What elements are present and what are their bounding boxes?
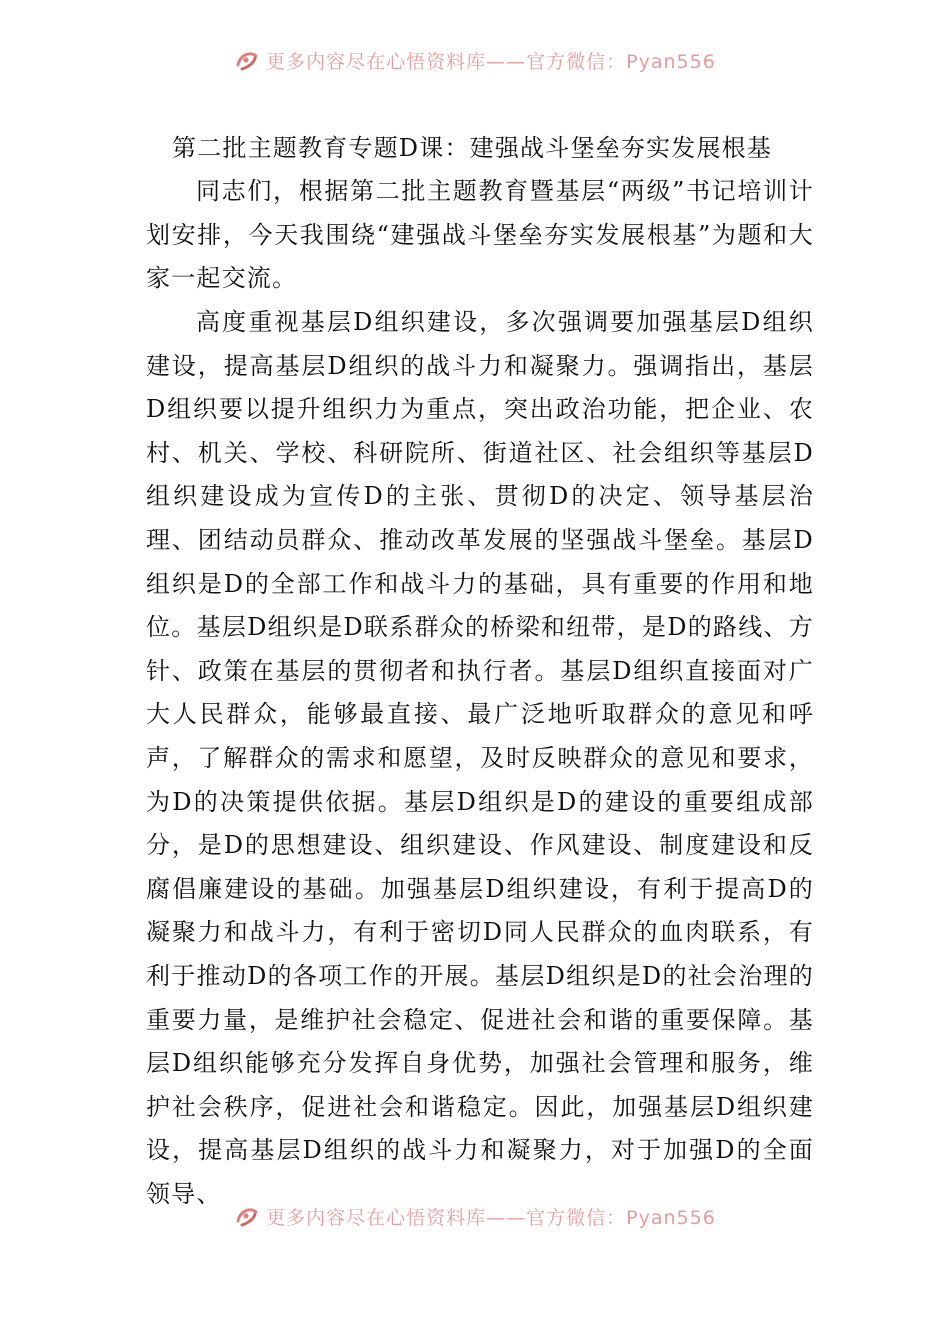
logo-mark-icon <box>234 1206 260 1229</box>
logo-mark-icon <box>234 50 260 73</box>
footer-watermark <box>0 1206 950 1240</box>
paragraph-intro: 同志们，根据第二批主题教育暨基层“两级”书记培训计划安排，今天我围绕“建强战斗堡垒夯实发展根基”为题和大家一起交流。 <box>146 177 814 293</box>
header-watermark <box>0 50 950 84</box>
watermark-text: 更多内容尽在心悟资料库——官方微信：Pyan556 <box>266 50 716 73</box>
document-title: 第二批主题教育专题D课：建强战斗堡垒夯实发展根基 <box>172 134 773 162</box>
paragraph-body: 高度重视基层D组织建设，多次强调要加强基层D组织建设，提高基层D组织的战斗力和凝聚力。强调指出，基层D组织要以提升组织力为重点，突出政治功能，把企业、农村、机关、学校、科研院所、街道社区、社会组织等基层D组织建设成为宣传D的主张、贯彻D的决定、领导基层治理、团结动员群众、推动改革发展的坚强战斗堡垒。基层D组织是D的全部工作和战斗力的基础，具有重要的作用和地位。基层D组织是D联系群众的桥梁和纽带，是D的路线、方针、政策在基层的贯彻者和执行者。基层D组织直接面对广大人民群众，能够最直接、最广泛地听取群众的意见和呼声，了解群众的需求和愿望，及时反映群众的意见和要求，为D的决策提供依据。基层D组织是D的建设的重要组成部分，是D的思想建设、组织建设、作风建设、制度建设和反腐倡廉建设的基础。加强基层D组织建设，有利于提高D的凝聚力和战斗力，有利于密切D同人民群众的血肉联系，有利于推动D的各项工作的开展。基层D组织是D的社会治理的重要力量，是维护社会稳定、促进社会和谐的重要保障。基层D组织能够充分发挥自身优势，加强社会管理和服务，维护社会秩序，促进社会和谐稳定。因此，加强基层D组织建设，提高基层D组织的战斗力和凝聚力，对于加强D的全面领导、 <box>146 308 814 1208</box>
watermark-text: 更多内容尽在心悟资料库——官方微信：Pyan556 <box>266 1206 716 1229</box>
